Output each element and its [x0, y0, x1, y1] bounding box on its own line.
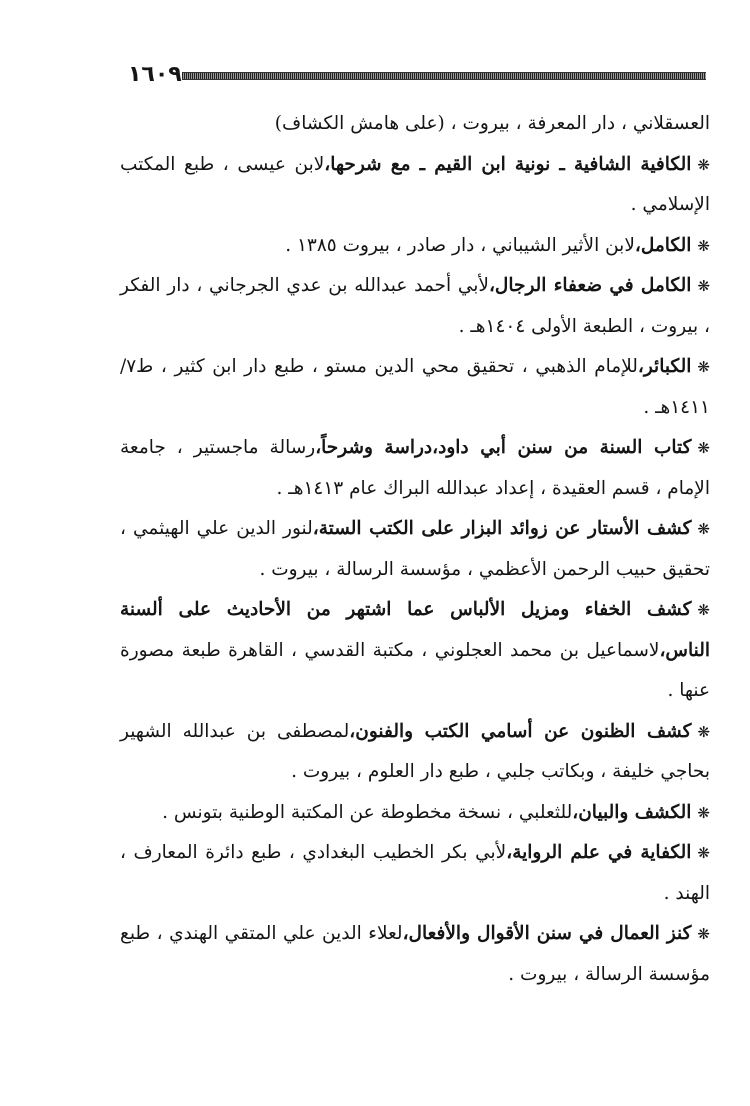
list-item [120, 793, 710, 834]
list-item [120, 509, 710, 590]
entry-text: للثعلبي ، نسخة مخطوطة عن المكتبة الوطنية بتونس . [162, 801, 573, 823]
asterisk-bullet-icon: ❋ [697, 601, 710, 619]
entry-title: الكافية الشافية ـ نونية ابن القيم ـ مع شرحها، [324, 153, 692, 175]
entry-text: لابن عيسى ، طبع المكتب الإسلامي . [120, 153, 710, 215]
entry-text: لنور الدين علي الهيثمي ، تحقيق حبيب الرحمن الأعظمي ، مؤسسة الرسالة ، بيروت . [120, 518, 710, 580]
asterisk-bullet-icon: ❋ [697, 439, 710, 457]
entry-title: كشف الأستار عن زوائد البزار على الكتب الستة، [312, 518, 692, 539]
entry-title: كتاب السنة من سنن أبي داود،دراسة وشرحاً، [315, 437, 692, 458]
list-item [120, 712, 710, 793]
entry-text: لاسماعيل بن محمد العجلوني ، مكتبة القدسي ، القاهرة طبعة مصورة عنها . [120, 639, 710, 701]
asterisk-bullet-icon: ❋ [697, 155, 710, 174]
entry-text: لأبي أحمد عبدالله بن عدي الجرجاني ، دار الفكر ، بيروت ، الطبعة الأولى ١٤٠٤هـ . [120, 275, 710, 337]
list-item [120, 347, 710, 428]
list-item [120, 914, 710, 995]
bibliography-list [120, 104, 710, 995]
entry-text: لعلاء الدين علي المتقي الهندي ، طبع مؤسسة الرسالة ، بيروت . [120, 923, 710, 985]
asterisk-bullet-icon: ❋ [697, 844, 710, 862]
list-item [120, 428, 710, 509]
entry-title: الكفاية في علم الرواية، [506, 842, 692, 863]
list-item [120, 590, 710, 712]
asterisk-bullet-icon: ❋ [697, 358, 710, 376]
entry-title: كشف الخفاء ومزيل الألباس عما اشتهر من الأحاديث على ألسنة الناس، [120, 599, 710, 661]
list-item [120, 833, 710, 914]
entry-text: لأبي بكر الخطيب البغدادي ، طبع دائرة المعارف ، الهند . [120, 842, 710, 904]
entry-text: لابن الأثير الشيباني ، دار صادر ، بيروت ١٣٨٥ . [285, 234, 635, 256]
entry-title: كشف الظنون عن أسامي الكتب والفنون، [349, 720, 692, 742]
list-item [120, 104, 710, 145]
asterisk-bullet-icon: ❋ [697, 520, 710, 538]
asterisk-bullet-icon: ❋ [697, 277, 711, 295]
list-item [120, 226, 710, 267]
entry-text: العسقلاني ، دار المعرفة ، بيروت ، (على هامش الكشاف) [274, 113, 710, 134]
entry-title: كنز العمال في سنن الأقوال والأفعال، [402, 923, 692, 944]
entry-title: الكبائر، [637, 356, 692, 377]
asterisk-bullet-icon: ❋ [697, 925, 710, 943]
asterisk-bullet-icon: ❋ [697, 803, 710, 822]
entry-title: الكشف والبيان، [572, 801, 692, 823]
entry-text: للإمام الذهبي ، تحقيق محي الدين مستو ، طبع دار ابن كثير ، ط٧/ ١٤١١هـ . [120, 356, 710, 418]
entry-title: الكامل، [634, 234, 692, 256]
entry-text: لمصطفى بن عبدالله الشهير بحاجي خليفة ، وبكاتب جلبي ، طبع دار العلوم ، بيروت . [120, 720, 710, 782]
entry-title: الكامل في ضعفاء الرجال، [488, 275, 692, 296]
asterisk-bullet-icon: ❋ [697, 236, 710, 255]
list-item [120, 266, 710, 347]
page-number: ١٦٠٩ [128, 62, 182, 87]
asterisk-bullet-icon: ❋ [697, 722, 711, 741]
list-item [120, 145, 710, 226]
page-header [118, 63, 706, 91]
header-rule [182, 72, 706, 80]
entry-text: رسالة ماجستير ، جامعة الإمام ، قسم العقيدة ، إعداد عبدالله البراك عام ١٤١٣هـ . [120, 437, 710, 499]
